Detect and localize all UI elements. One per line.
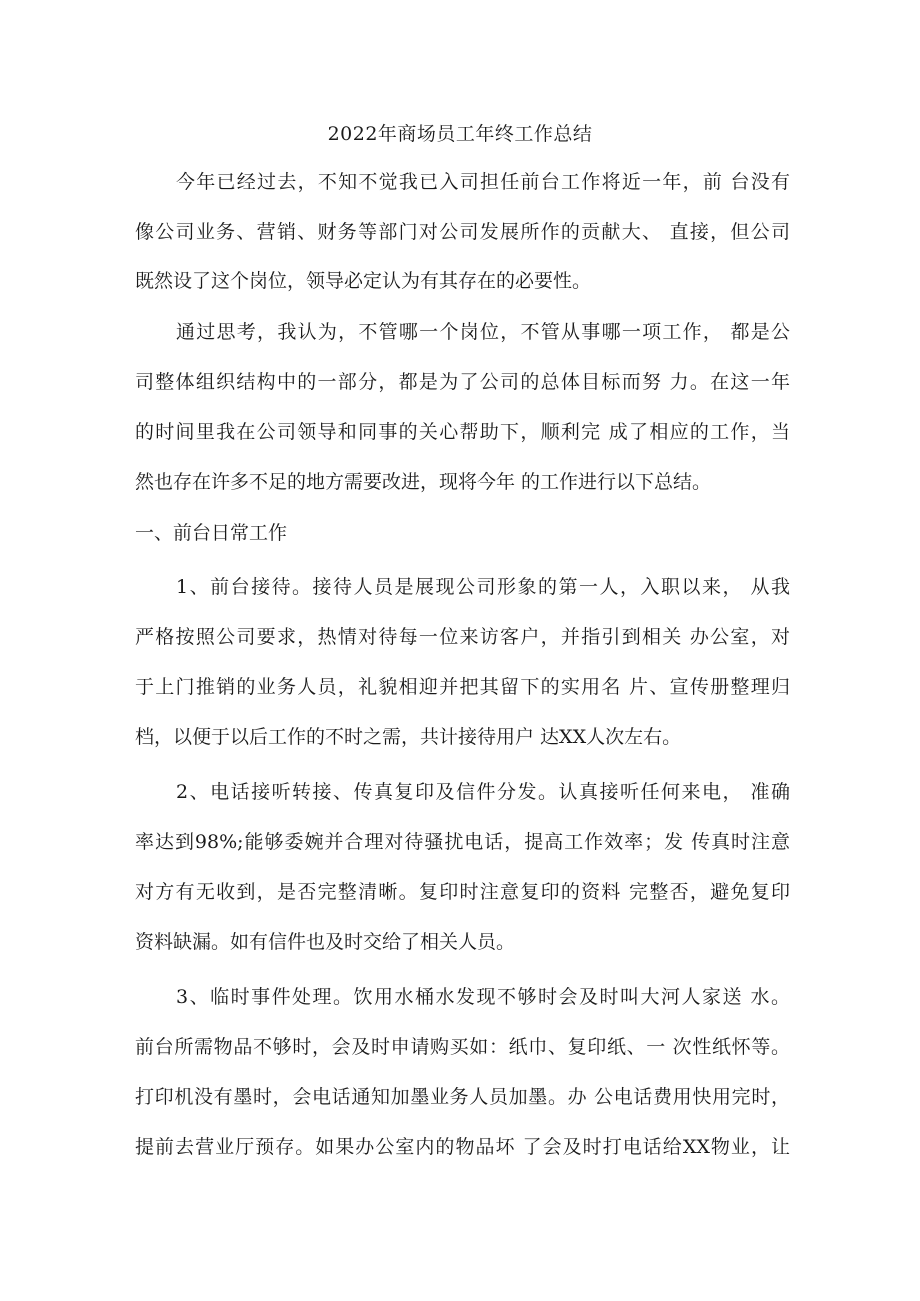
item-2-line-4: 资料缺漏。如有信件也及时交给了相关人员。 <box>135 931 516 953</box>
paragraph-2-line-3: 的时间里我在公司领导和同事的关心帮助下，顺利完 成了相应的工作，当 <box>135 421 790 443</box>
item-1-line-3: 于上门推销的业务人员，礼貌相迎并把其留下的实用名 片、宣传册整理归 <box>135 676 790 698</box>
item-3-line-3: 打印机没有墨时，会电话通知加墨业务人员加墨。办 公电话费用快用完时， <box>135 1086 790 1108</box>
item-3-line-2: 前台所需物品不够时，会及时申请购买如：纸巾、复印纸、一 次性纸怀等。 <box>135 1036 790 1058</box>
paragraph-1-line-1: 今年已经过去，不知不觉我已入司担任前台工作将近一年，前 台没有 <box>176 171 790 193</box>
document-title: 2022年商场员工年终工作总结 <box>327 123 593 145</box>
item-2-line-3: 对方有无收到，是否完整清晰。复印时注意复印的资料 完整否，避免复印 <box>135 881 790 903</box>
paragraph-1-line-2: 像公司业务、营销、财务等部门对公司发展所作的贡献大、 直接，但公司 <box>135 221 790 243</box>
paragraph-1-line-3: 既然设了这个岗位，领导必定认为有其存在的必要性。 <box>135 270 592 292</box>
item-1-line-1: 1、前台接待。接待人员是展现公司形象的第一人，入职以来， 从我 <box>176 576 790 598</box>
paragraph-2-line-2: 司整体组织结构中的一部分，都是为了公司的总体目标而努 力。在这一年 <box>135 371 790 393</box>
item-2-line-2: 率达到98%;能够委婉并合理对待骚扰电话，提高工作效率；发 传真时注意 <box>135 831 790 853</box>
item-3-line-1: 3、临时事件处理。饮用水桶水发现不够时会及时叫大河人家送 水。 <box>176 986 790 1008</box>
item-1-line-4: 档，以便于以后工作的不时之需，共计接待用户 达XX人次左右。 <box>135 726 682 748</box>
paragraph-2-line-1: 通过思考，我认为，不管哪一个岗位，不管从事哪一项工作， 都是公 <box>176 321 790 343</box>
item-3-line-4: 提前去营业厅预存。如果办公室内的物品坏 了会及时打电话给XX物业，让 <box>135 1136 790 1158</box>
paragraph-2-line-4: 然也存在许多不足的地方需要改进，现将今年 的工作进行以下总结。 <box>135 471 712 493</box>
item-1-line-2: 严格按照公司要求，热情对待每一位来访客户，并指引到相关 办公室，对 <box>135 626 790 648</box>
item-2-line-1: 2、电话接听转接、传真复印及信件分发。认真接听任何来电， 准确 <box>176 781 790 803</box>
section-heading: 一、前台日常工作 <box>135 522 288 544</box>
